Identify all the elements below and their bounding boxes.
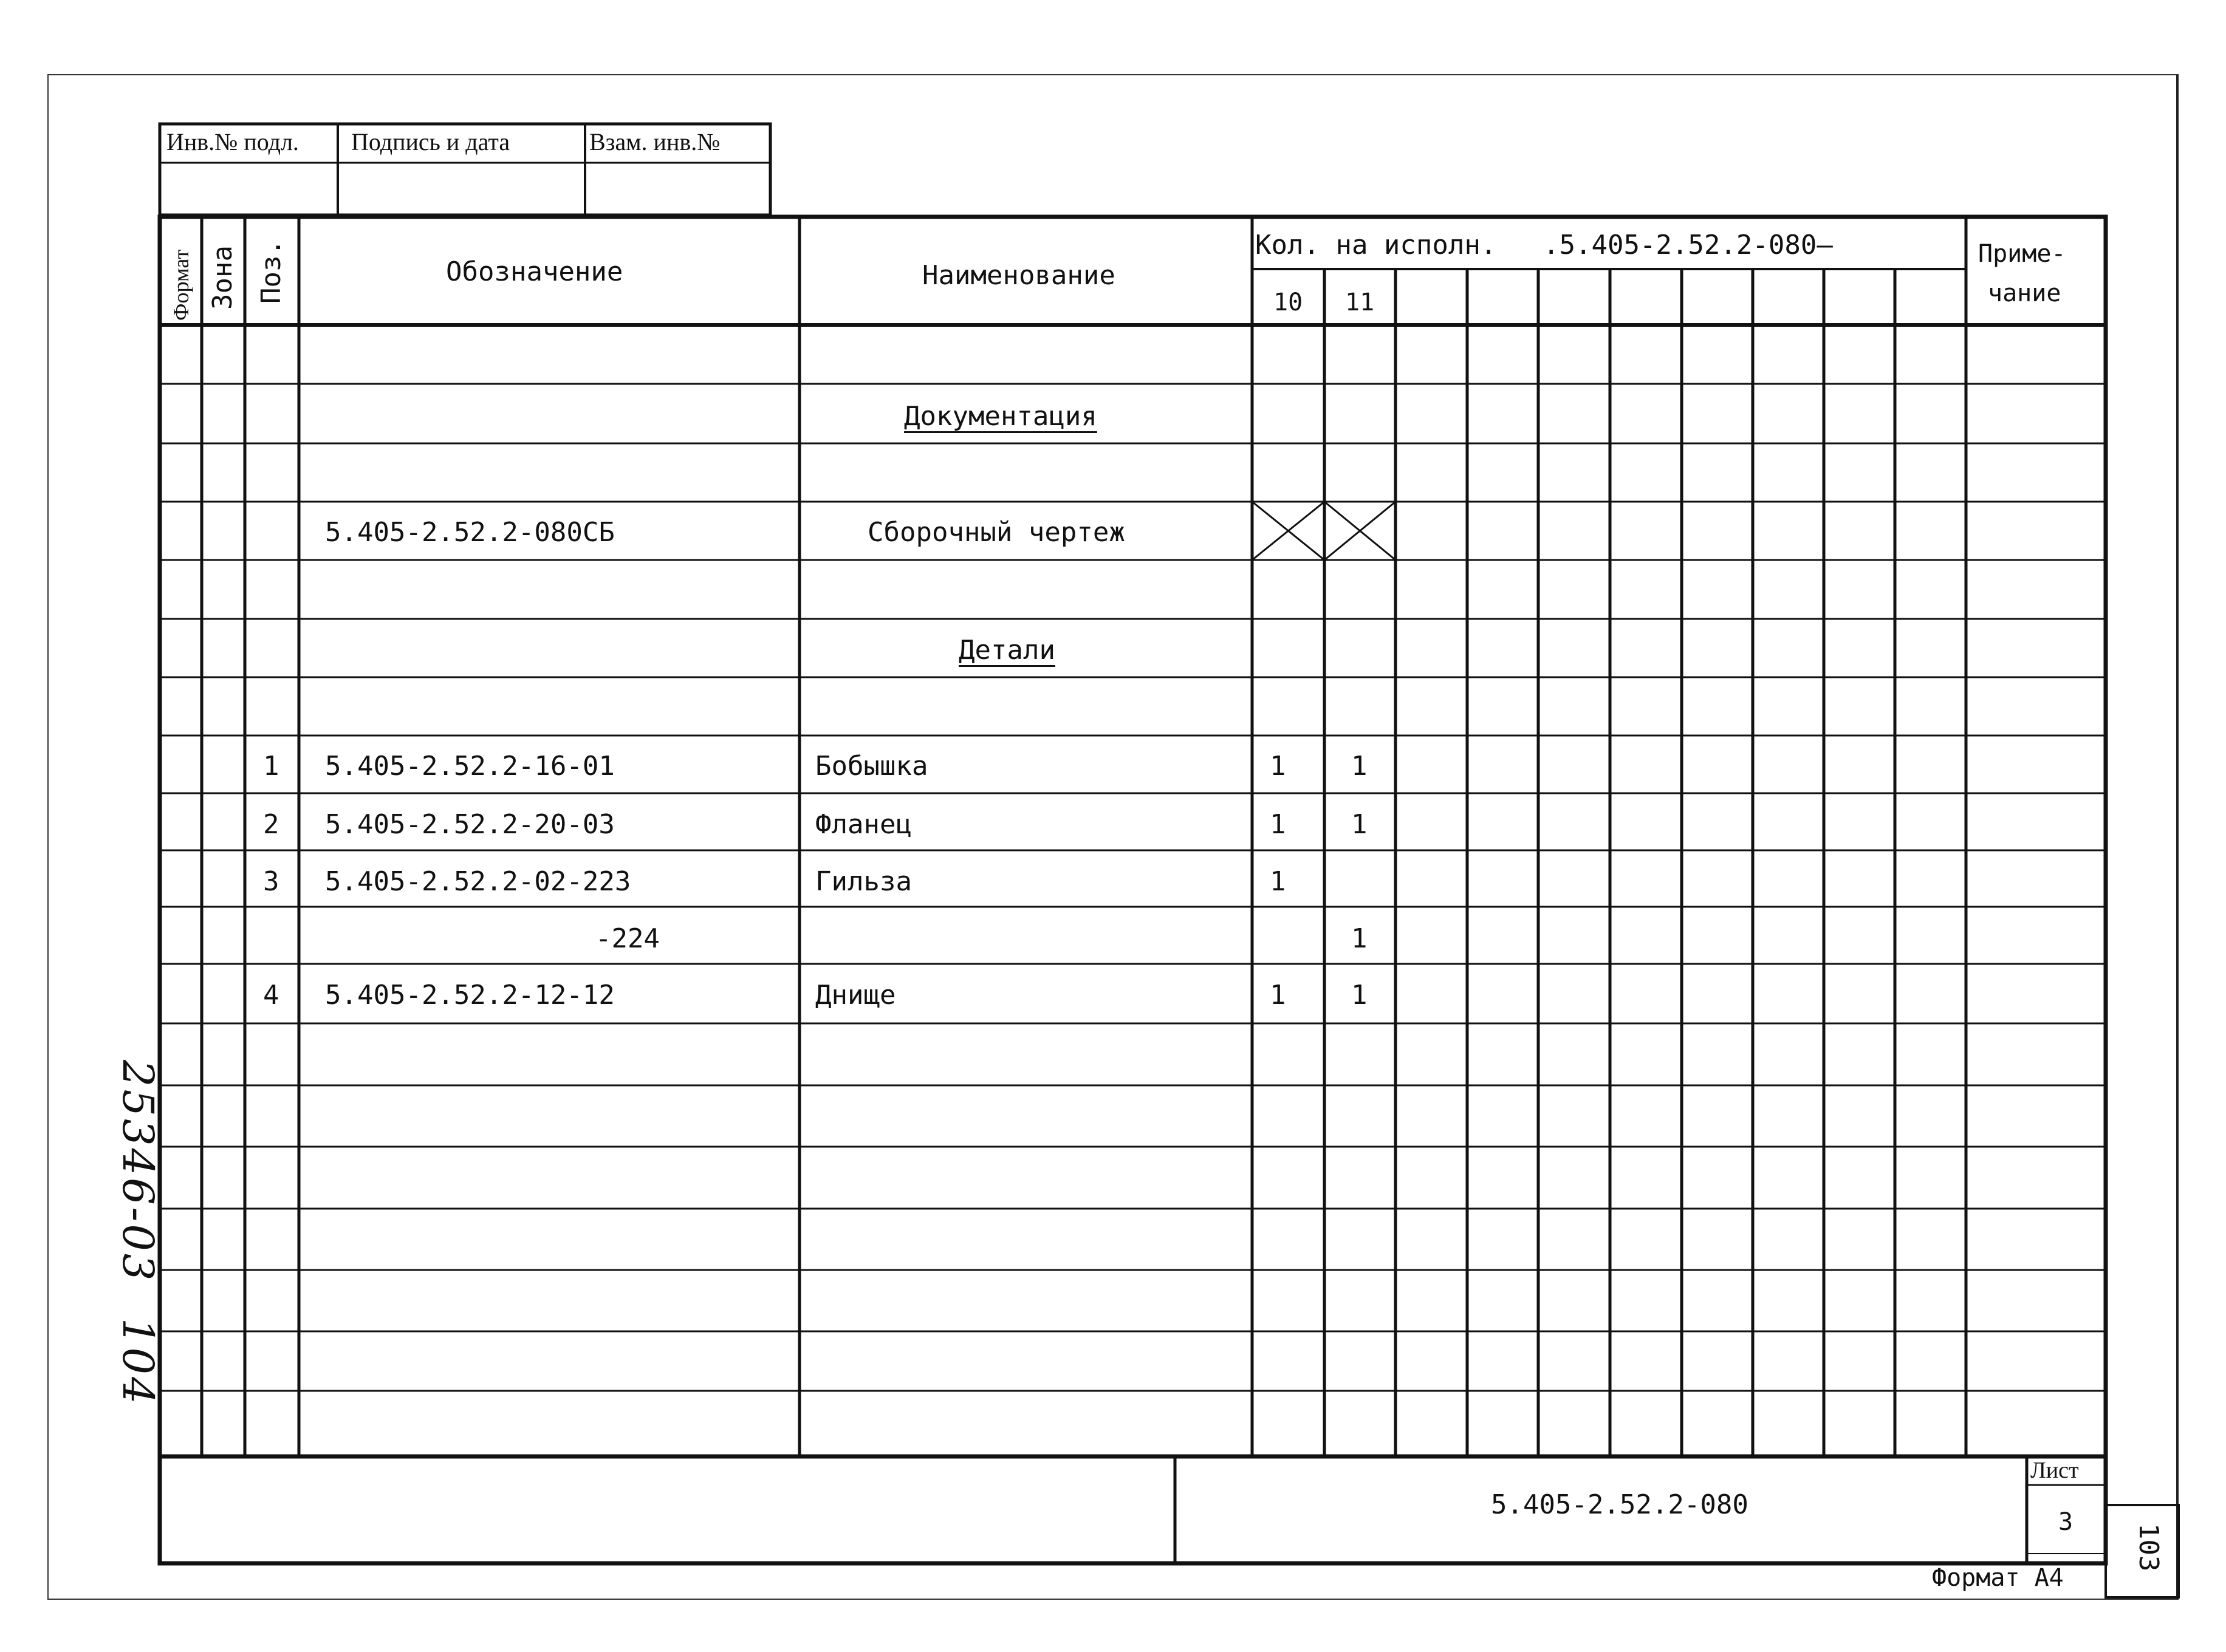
row-3-poz: 3 — [263, 866, 279, 897]
row-1-name: Бобышка — [815, 751, 928, 782]
stamp-podpis-label: Подпись и дата — [351, 128, 510, 155]
header-oboznachenie: Обозначение — [446, 256, 623, 287]
header-prime-line1: Приме- — [1978, 240, 2066, 268]
header-col-10: 10 — [1273, 288, 1303, 316]
row-4-name: Днище — [815, 980, 896, 1011]
row-4-q11: 1 — [1351, 980, 1368, 1011]
header-col-11: 11 — [1345, 288, 1375, 316]
row-2-q11: 1 — [1351, 809, 1368, 840]
row-1-q10: 1 — [1270, 751, 1286, 782]
row-3b-designation: -224 — [595, 923, 660, 954]
row-3b-q11: 1 — [1351, 923, 1368, 954]
stamp-inv-podl-label: Инв.№ подл. — [166, 128, 299, 155]
header-poz: Поз. — [256, 239, 287, 304]
section-documentation: Документация — [904, 401, 1097, 432]
row-assembly-name: Сборочный чертеж — [868, 517, 1125, 548]
row-1-designation: 5.405-2.52.2-16-01 — [325, 751, 615, 782]
handwritten-archive-number: 25346-03 — [113, 1060, 163, 1283]
row-3-name: Гильза — [815, 866, 912, 897]
margin-page-number: 103 — [2133, 1523, 2164, 1572]
header-prime-line2: чание — [1988, 279, 2061, 307]
row-assembly-designation: 5.405-2.52.2-080СБ — [325, 517, 615, 548]
format-label: Формат А4 — [1932, 1564, 2064, 1592]
row-1-poz: 1 — [263, 751, 279, 782]
row-3-q10: 1 — [1270, 866, 1286, 897]
header-naimenovanie: Наименование — [922, 260, 1115, 291]
row-2-name: Фланец — [815, 809, 912, 840]
row-4-designation: 5.405-2.52.2-12-12 — [325, 980, 615, 1011]
header-format: Формат — [169, 249, 193, 321]
header-zona: Зона — [207, 245, 238, 310]
sheet-number: 3 — [2058, 1508, 2074, 1536]
handwritten-page-number: 104 — [113, 1318, 163, 1407]
document-code: 5.405-2.52.2-080 — [1491, 1489, 1748, 1520]
section-details: Детали — [959, 635, 1055, 666]
row-1-q11: 1 — [1351, 751, 1368, 782]
row-3-designation: 5.405-2.52.2-02-223 — [325, 866, 631, 897]
row-2-poz: 2 — [263, 809, 279, 840]
row-2-q10: 1 — [1270, 809, 1286, 840]
row-4-q10: 1 — [1270, 980, 1286, 1011]
header-ispoln-code: .5.405-2.52.2-080— — [1543, 230, 1833, 261]
row-2-designation: 5.405-2.52.2-20-03 — [325, 809, 615, 840]
header-kol-na-ispoln: Кол. на исполн. — [1255, 230, 1497, 261]
row-4-poz: 4 — [263, 980, 279, 1011]
sheet-label: Лист — [2030, 1458, 2079, 1483]
stamp-vzam-label: Взам. инв.№ — [589, 128, 721, 155]
